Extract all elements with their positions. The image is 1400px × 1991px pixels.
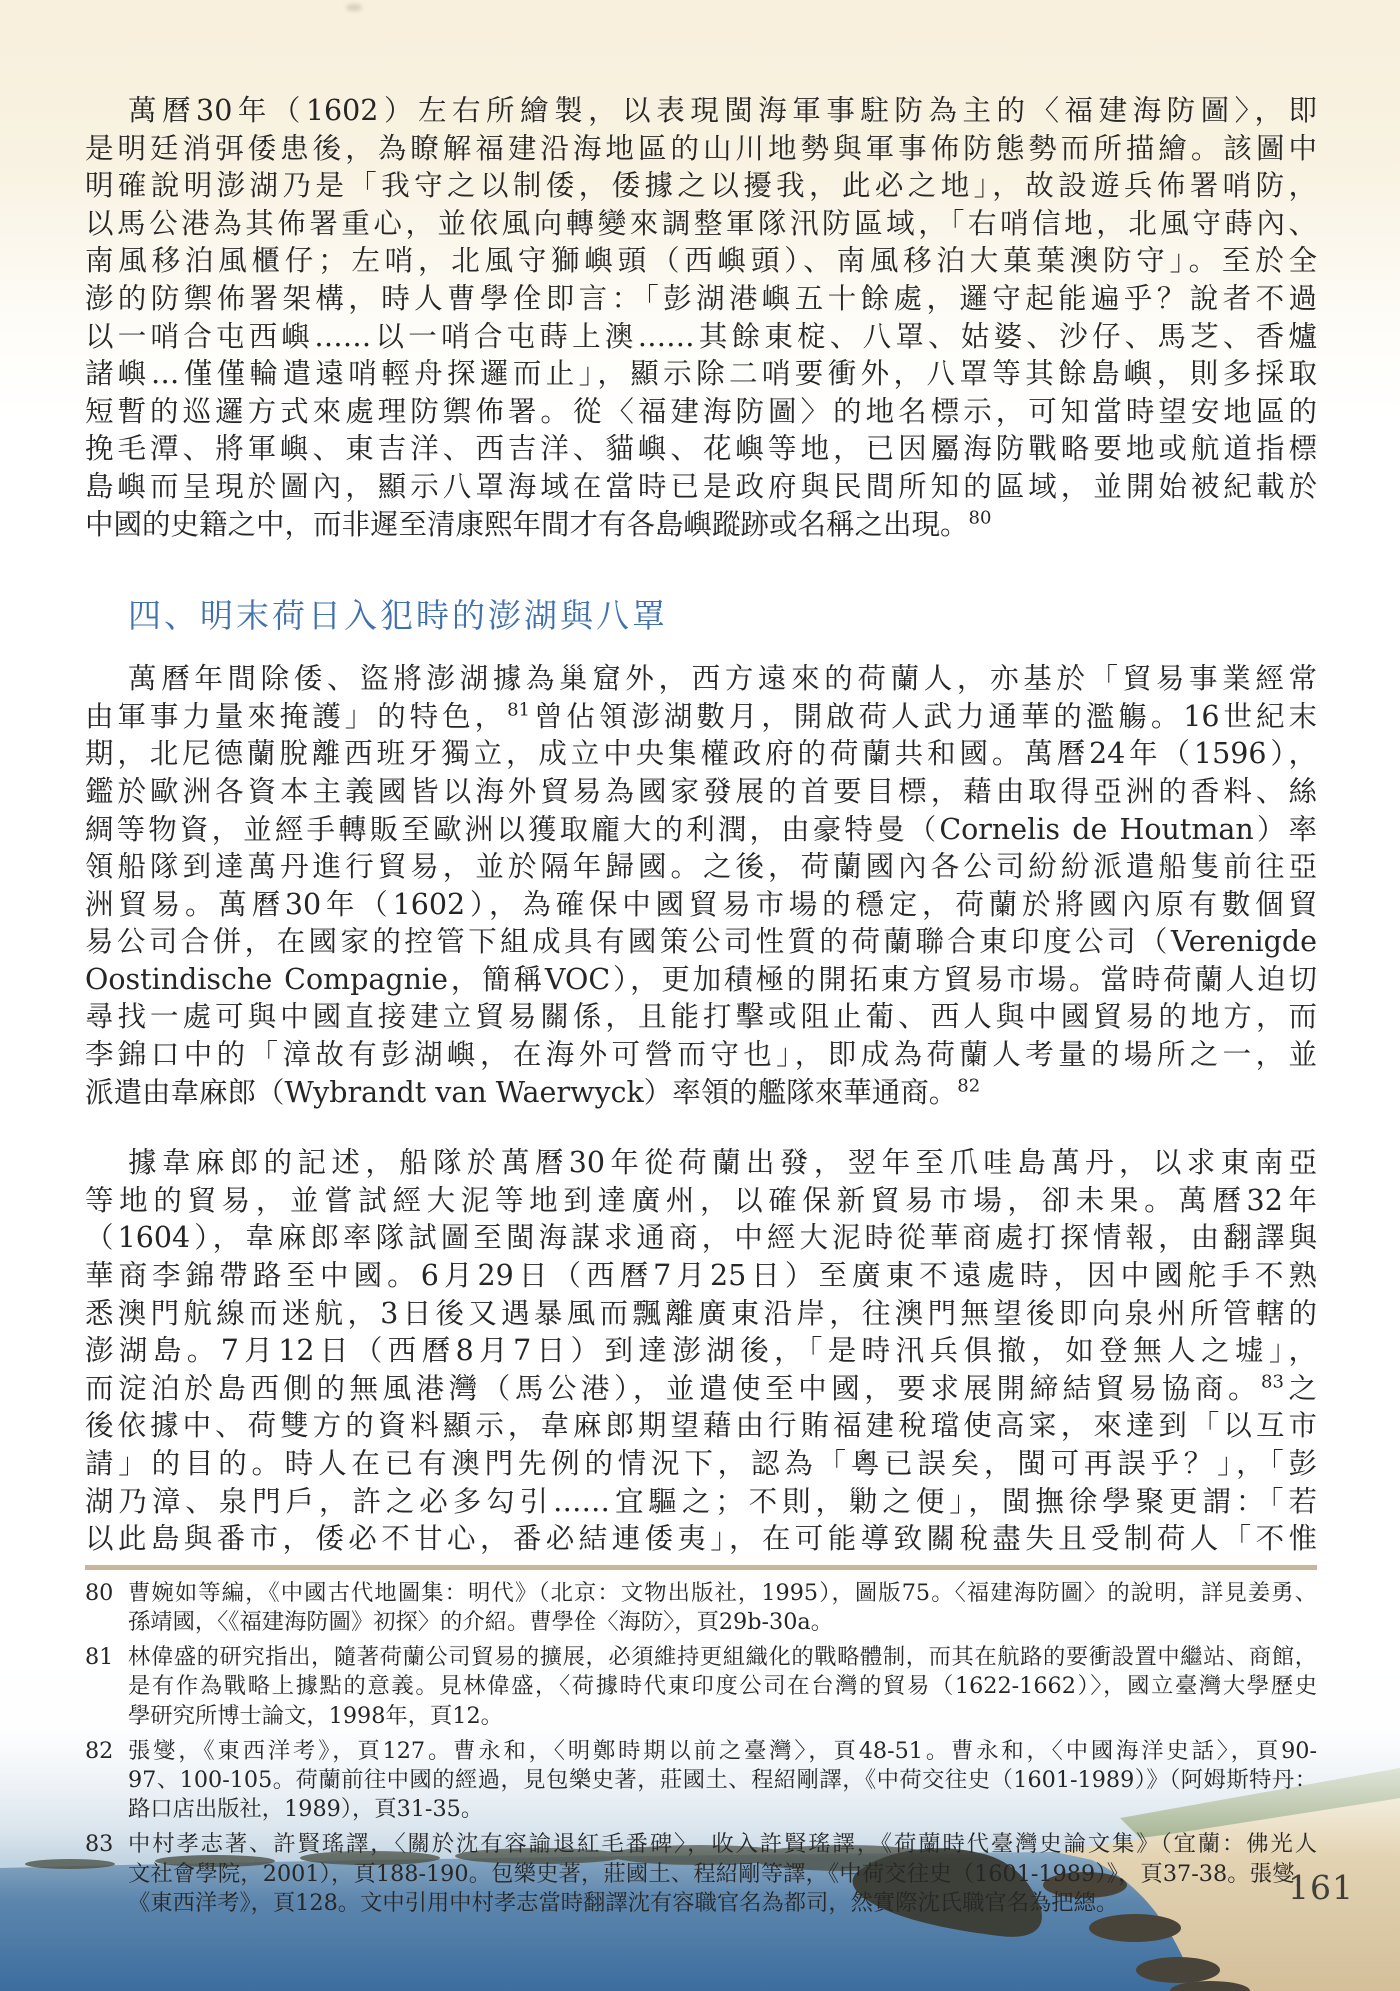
footnote-line: 孫靖國，〈《福建海防圖》初探〉的介紹。曹學佺〈海防〉，頁29b-30a。 [128,1608,834,1635]
body-line: 以一哨合屯西嶼……以一哨合屯蒔上澳……其餘東椗、八罩、姑婆、沙仔、馬芝、香爐 [85,319,1317,353]
page-number: 161 [1288,1868,1354,1907]
footnote [85,1737,1317,1825]
page-content [85,92,1317,1924]
footnote-separator [85,1565,1317,1570]
body-line: 華商李錦帶路至中國。6月29日（西曆7月25日）至廣東不遠處時，因中國舵手不熟 [85,1259,1317,1293]
footnote-line: 路口店出版社，1989），頁31-35。 [128,1796,484,1823]
footnote-line: 張燮，《東西洋考》，頁127。曹永和，〈明鄭時期以前之臺灣〉，頁48-51。曹永和，〈中國海洋史話〉，頁90- [128,1737,1317,1764]
footnote-number: 82 [85,1737,114,1764]
body-line: 以此島與番市，倭必不甘心，番必結連倭夷」，在可能導致關稅盡失且受制荷人「不惟 [85,1522,1317,1556]
footnote-text [128,1737,1317,1825]
footnote [85,1643,1317,1731]
body-line: 而淀泊於島西側的無風港灣（馬公港），並遣使至中國，要求展開締結貿易協商。$^{83}$之 [85,1371,1317,1405]
footnote-line: 曹婉如等編，《中國古代地圖集：明代》（北京：文物出版社，1995），圖版75。〈福建海防圖〉的說明，詳見姜勇、 [128,1579,1317,1606]
body-line: 領船隊到達萬丹進行貿易，並於隔年歸國。之後，荷蘭國內各公司紛紛派遣船隻前往亞 [85,850,1317,884]
footnote-line: 《東西洋考》，頁128。文中引用中村孝志當時翻譯沈有容職官名為都司，然實際沈氏職官名為把總。 [128,1889,1119,1916]
body-line: 短暫的巡邏方式來處理防禦佈署。從〈福建海防圖〉的地名標示，可知當時望安地區的 [85,394,1317,428]
body-line: 挽毛潭、將軍嶼、東吉洋、西吉洋、貓嶼、花嶼等地，已因屬海防戰略要地或航道指標 [85,432,1317,466]
footnote-text [128,1830,1317,1918]
body-line: 是明廷消弭倭患後，為瞭解福建沿海地區的山川地勢與軍事佈防態勢而所描繪。該圖中 [85,131,1317,165]
footnote-ref: 80 [968,507,992,529]
body-line: 據韋麻郎的記述，船隊於萬曆30年從荷蘭出發，翌年至爪哇島萬丹，以求東南亞 [128,1146,1317,1180]
body-line: 洲貿易。萬曆30年（1602），為確保中國貿易市場的穩定，荷蘭於將國內原有數個貿 [85,887,1317,921]
footnote [85,1579,1317,1637]
body-line: （1604），韋麻郎率隊試圖至閩海謀求通商，中經大泥時從華商處打探情報，由翻譯與 [85,1221,1317,1255]
body-line: 期，北尼德蘭脫離西班牙獨立，成立中央集權政府的荷蘭共和國。萬曆24年（1596）， [85,737,1317,771]
footnotes [85,1579,1317,1918]
footnote-number: 80 [85,1579,114,1606]
body-line: 湖乃漳、泉門戶，許之必多勾引……宜驅之；不則，勦之便」，閩撫徐學聚更謂：「若 [85,1484,1317,1518]
paragraph [85,1144,1317,1558]
footnote [85,1830,1317,1918]
footnote-line: 中村孝志著、許賢瑤譯，〈關於沈有容諭退紅毛番碑〉，收入許賢瑤譯，《荷蘭時代臺灣史論文集》（宜蘭：佛光人 [128,1831,1317,1858]
body-line: 澎湖島。7月12日（西曆8月7日）到達澎湖後，「是時汛兵俱撤，如登無人之墟」， [85,1334,1317,1368]
body-line: Oostindische Compagnie，簡稱VOC），更加積極的開拓東方貿易市場。當時荷蘭人迫切 [85,962,1317,996]
body-line: 以馬公港為其佈署重心，並依風向轉變來調整軍隊汛防區域，「右哨信地，北風守蒔內、 [85,206,1317,240]
body-line: 中國的史籍之中，而非遲至清康熙年間才有各島嶼蹤跡或名稱之出現。$^{80}$ [85,507,992,541]
body-line: 由軍事力量來掩護」的特色，$^{81}$曾佔領澎湖數月，開啟荷人武力通華的濫觴。16世紀末 [85,699,1317,733]
body-line: 易公司合併，在國家的控管下組成具有國策公司性質的荷蘭聯合東印度公司（Verenigde [85,925,1317,959]
footnote-line: 是有作為戰略上據點的意義。見林偉盛，〈荷據時代東印度公司在台灣的貿易（1622-1662）〉，國立臺灣大學歷史 [128,1673,1317,1700]
body-text [85,92,1317,1558]
footnote-line: 林偉盛的研究指出，隨著荷蘭公司貿易的擴展，必須維持更組織化的戰略體制，而其在航路的要衝設置中繼站、商館， [128,1644,1317,1671]
body-line: 悉澳門航線而迷航，3日後又遇暴風而飄離廣東沿岸，往澳門無望後即向泉州所管轄的 [85,1296,1317,1330]
scan-smudge [346,4,362,11]
body-line: 請」的目的。時人在已有澳門先例的情況下，認為「粵已誤矣，閩可再誤乎？」，「彭 [85,1447,1317,1480]
footnote-text [128,1579,1317,1637]
body-line: 明確說明澎湖乃是「我守之以制倭，倭據之以擾我，此必之地」，故設遊兵佈署哨防， [85,169,1317,203]
body-line: 等地的貿易，並嘗試經大泥等地到達廣州，以確保新貿易市場，卻未果。萬曆32年 [85,1183,1317,1217]
paragraph [85,660,1317,1111]
footnote-text [128,1643,1317,1731]
body-line: 後依據中、荷雙方的資料顯示，韋麻郎期望藉由行賄福建稅璫使高寀，來達到「以互市 [85,1409,1317,1443]
body-line: 尋找一處可與中國直接建立貿易關係，且能打擊或阻止葡、西人與中國貿易的地方，而 [85,1000,1317,1034]
paragraph [85,92,1317,543]
footnote-ref: 82 [957,1075,981,1097]
footnote-line: 文社會學院，2001），頁188-190。包樂史著，莊國土、程紹剛等譯，《中荷交往史（1601-1989）》，頁37-38。張燮， [128,1860,1317,1887]
body-line: 李錦口中的「漳故有彭湖嶼，在海外可營而守也」，即成為荷蘭人考量的場所之一，並 [85,1038,1317,1072]
footnote-line: 學研究所博士論文，1998年，頁12。 [128,1702,503,1729]
body-line: 萬曆年間除倭、盜將澎湖據為巢窟外，西方遠來的荷蘭人，亦基於「貿易事業經常 [128,662,1317,696]
body-line: 澎的防禦佈署架構，時人曹學佺即言：「彭湖港嶼五十餘處，邏守起能遍乎？說者不過 [85,281,1317,315]
body-line: 綢等物資，並經手轉販至歐洲以獲取龐大的利潤，由豪特曼（Cornelis de Houtman）率 [85,812,1317,846]
footnote-line: 97、100-105。荷蘭前往中國的經過，見包樂史著，莊國土、程紹剛譯，《中荷交往史（1601-1989）》（阿姆斯特丹： [128,1767,1317,1793]
body-line: 諸嶼…僅僅輪遣遠哨輕舟探邏而止」，顯示除二哨要衝外，八罩等其餘島嶼，則多採取 [85,357,1317,391]
body-line: 萬曆30年（1602）左右所繪製，以表現閩海軍事駐防為主的〈福建海防圖〉，即 [128,94,1317,127]
body-line: 派遣由韋麻郎（Wybrandt van Waerwyck）率領的艦隊來華通商。$^{82}$ [85,1075,981,1109]
footnote-number: 81 [85,1644,114,1671]
footnote-number: 83 [85,1831,114,1858]
footnote-ref: 81 [507,699,530,721]
body-line: 鑑於歐洲各資本主義國皆以海外貿易為國家發展的首要目標，藉由取得亞洲的香料、絲 [85,774,1317,808]
body-line: 南風移泊風櫃仔；左哨，北風守獅嶼頭（西嶼頭）、南風移泊大菓葉澳防守」。至於全 [85,244,1317,278]
section-heading: 四、明末荷日入犯時的澎湖與八罩 [128,596,668,636]
body-line: 島嶼而呈現於圖內，顯示八罩海域在當時已是政府與民間所知的區域，並開始被紀載於 [85,469,1317,503]
footnote-ref: 83 [1261,1371,1284,1393]
